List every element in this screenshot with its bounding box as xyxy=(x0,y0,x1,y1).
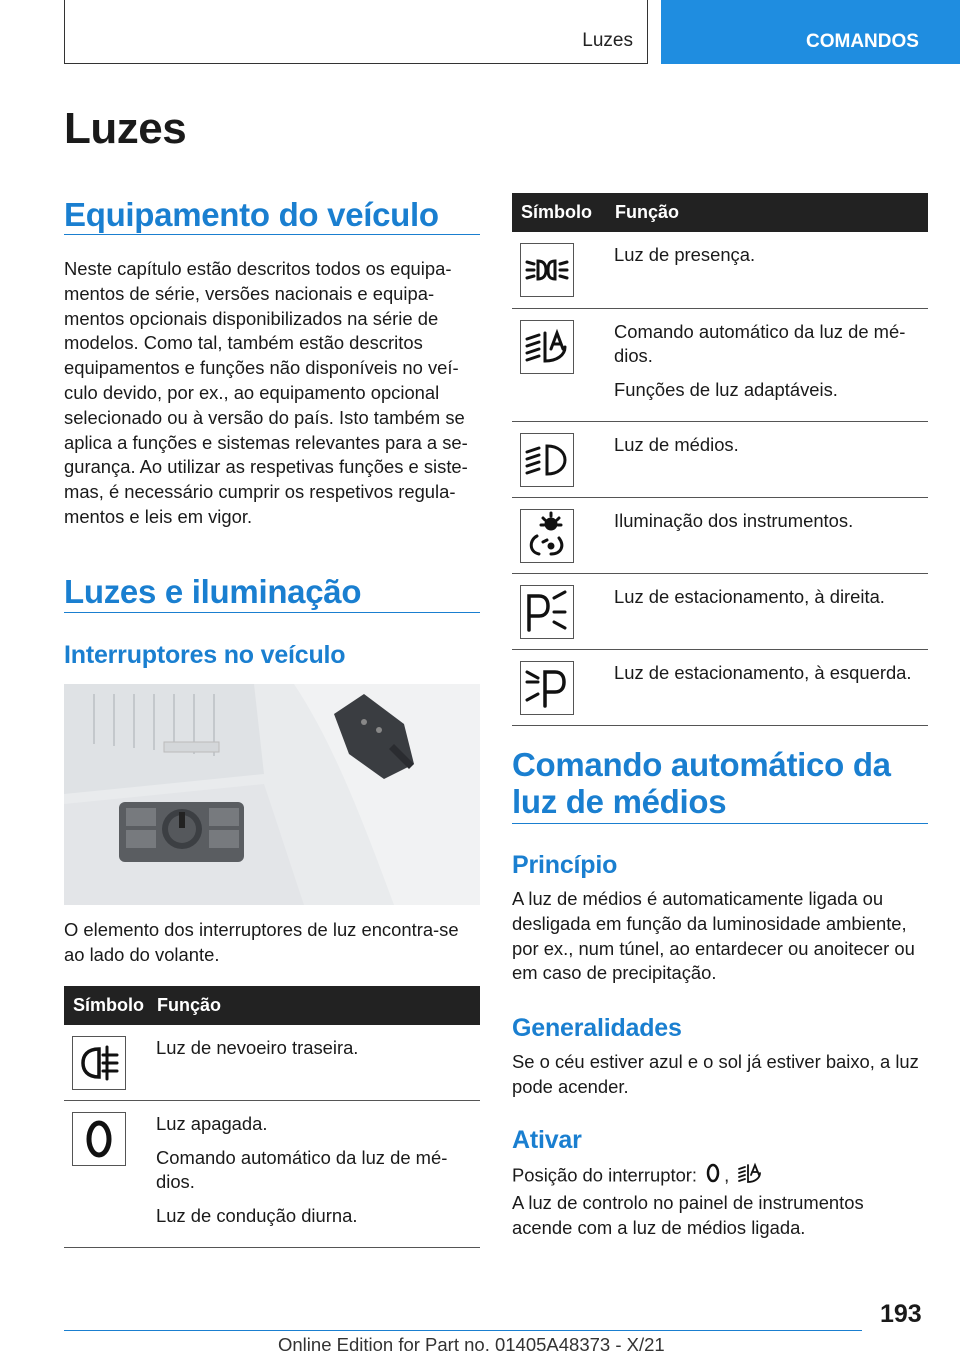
parking-light-right-icon xyxy=(520,585,574,639)
auto-headlight-icon xyxy=(737,1162,763,1191)
page-title: Luzes xyxy=(64,104,187,153)
col-symbol-header: Símbolo xyxy=(64,986,148,1025)
function-text: Iluminação dos instrumentos. xyxy=(606,498,928,574)
ativar-separator: , xyxy=(724,1164,730,1186)
section-name: Luzes xyxy=(582,30,633,51)
heading-ativar: Ativar xyxy=(512,1126,582,1154)
table-row xyxy=(512,422,928,498)
function-text: Luz de estacionamento, à esquerda. xyxy=(606,650,928,726)
table-row xyxy=(512,498,928,574)
photo-caption: O elemento dos interruptores de luz encontra-se ao lado do volante. xyxy=(64,919,459,965)
chapter-tab-label: COMANDOS xyxy=(806,31,919,52)
parking-light-left-icon xyxy=(520,661,574,715)
heading-rule xyxy=(512,823,928,824)
header-box xyxy=(64,0,648,64)
instrument-illumination-icon xyxy=(520,509,574,563)
chapter-tab[interactable] xyxy=(661,0,960,64)
table-row xyxy=(512,574,928,650)
page-number: 193 xyxy=(880,1300,922,1328)
generalidades-paragraph: Se o céu estiver azul e o sol já estiver baixo, a luz pode acender. xyxy=(512,1051,919,1097)
function-text: Luz de estacionamento, à direita. xyxy=(606,574,928,650)
heading-comando-automatico: Comando automático da luz de médios xyxy=(512,746,891,820)
light-off-zero-icon xyxy=(705,1162,721,1191)
col-function-header: Função xyxy=(148,986,480,1025)
heading-luzes-iluminacao: Luzes e iluminação xyxy=(64,573,362,610)
left-symbol-table xyxy=(64,986,480,1248)
parking-lights-icon xyxy=(520,243,574,297)
low-beam-icon xyxy=(520,433,574,487)
table-row xyxy=(64,1025,480,1101)
heading-rule xyxy=(64,234,480,235)
heading-generalidades: Generalidades xyxy=(512,1014,682,1042)
function-text: Comando automático da luz de mé- dios. Funções de luz adaptáveis. xyxy=(606,308,928,422)
table-row xyxy=(64,1101,480,1248)
heading-rule xyxy=(64,612,480,613)
light-switch-photo xyxy=(64,684,480,905)
table-row xyxy=(512,232,928,308)
col-symbol-header: Símbolo xyxy=(512,193,606,232)
heading-interruptores: Interruptores no veículo xyxy=(64,641,346,669)
footer-rule xyxy=(64,1330,862,1331)
col-function-header: Função xyxy=(606,193,928,232)
right-symbol-table xyxy=(512,193,928,726)
heading-principio: Princípio xyxy=(512,851,618,879)
function-text: Luz apagada. Comando automático da luz de mé- dios. Luz de condução diurna. xyxy=(148,1101,480,1248)
principio-paragraph: A luz de médios é automaticamente ligada ou desligada em função da luminosidade ambiente, por ex., num túnel, ao entardecer ou anoitecer ou em caso de precipitação. xyxy=(512,888,915,984)
ativar-prefix: Posição do interruptor: xyxy=(512,1164,698,1186)
rear-fog-light-icon xyxy=(72,1036,126,1090)
function-text: Luz de nevoeiro traseira. xyxy=(148,1025,480,1101)
table-row xyxy=(512,308,928,422)
table-row xyxy=(512,650,928,726)
equip-paragraph: Neste capítulo estão descritos todos os equipa- mentos de série, versões nacionais e equipa- mentos opcionais disponibilizados na série de modelos. Como tal, também estão descritos equipamentos e funções não disponíveis no veí- culo devido, por ex., ao equipamento opcional selecionado ou à versão do país. Isto também se aplica a funções e sistemas relevantes para a se- gurança. Ao utilizar as respetivas funções e siste- mas, é necessário cumprir os respetivos regula- mentos e leis em vigor. xyxy=(64,258,468,527)
function-text: Luz de médios. xyxy=(606,422,928,498)
auto-headlight-icon xyxy=(520,320,574,374)
function-text: Luz de presença. xyxy=(606,232,928,308)
ativar-paragraph: Posição do interruptor: , A luz de controlo no painel de instrumentos acende com a luz de médios ligada. xyxy=(512,1162,942,1240)
edition-line: Online Edition for Part no. 01405A48373 - X/21 xyxy=(278,1334,665,1355)
heading-equipamento: Equipamento do veículo xyxy=(64,196,439,233)
light-off-zero-icon xyxy=(72,1112,126,1166)
